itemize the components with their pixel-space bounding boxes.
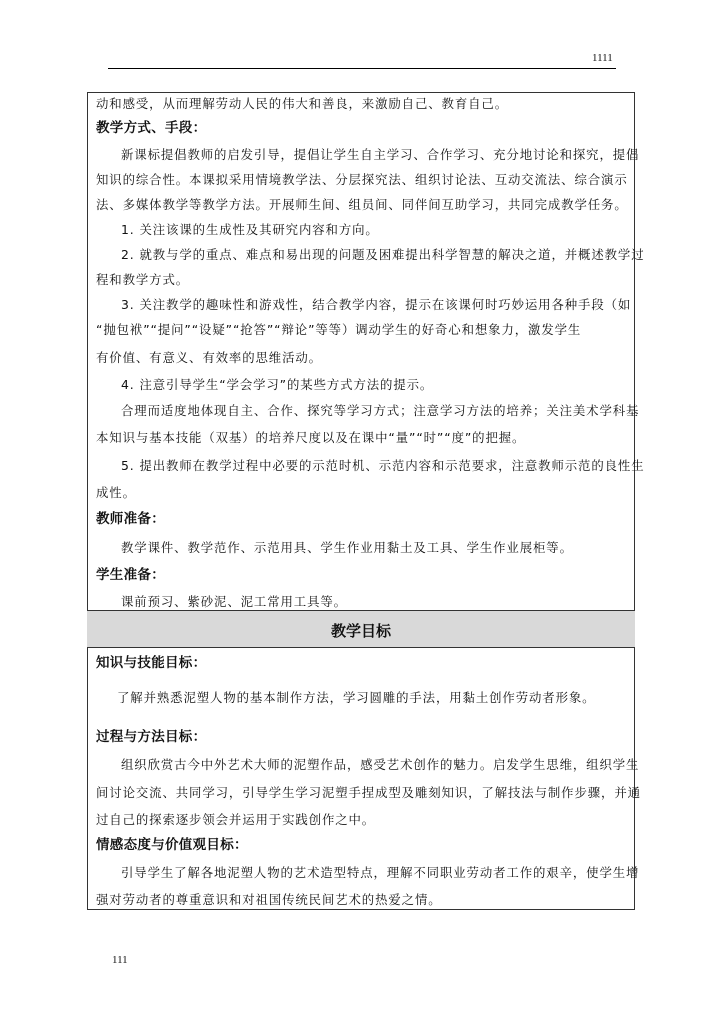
- teacher-prep-text: 教学课件、教学范作、示范用具、学生作业用黏土及工具、学生作业展柜等。: [121, 540, 573, 555]
- process-line: 组织欣赏古今中外艺术大师的泥塑作品，感受艺术创作的魅力。启发学生思维，组织学生: [121, 757, 640, 772]
- methods-line: 2. 就教与学的重点、难点和易出现的问题及困难提出科学智慧的解决之道，并概述教学过: [121, 247, 645, 262]
- emotion-heading: 情感态度与价值观目标：: [96, 837, 248, 853]
- process-heading: 过程与方法目标：: [96, 729, 207, 745]
- process-line: 过自己的探索逐步领会并运用于实践创作之中。: [96, 812, 376, 827]
- knowledge-text: 了解并熟悉泥塑人物的基本制作方法，学习圆雕的手法，用黏土创作劳动者形象。: [117, 690, 596, 705]
- methods-heading: 教学方式、手段：: [96, 120, 207, 136]
- header-page-number: 1111: [592, 52, 613, 64]
- header-rule: [108, 68, 616, 69]
- footer-page-number: 111: [112, 954, 128, 966]
- goals-title: 教学目标: [330, 622, 391, 640]
- methods-line: 本知识与基本技能（双基）的培养尺度以及在课中“量”“时”“度”的把握。: [96, 430, 526, 445]
- methods-line: “抛包袱”“提问”“设疑”“抢答”“辩论”等等）调动学生的好奇心和想象力，激发学生: [96, 322, 582, 337]
- student-prep-text: 课前预习、紫砂泥、泥工常用工具等。: [121, 594, 347, 609]
- process-line: 间讨论交流、共同学习，引导学生学习泥塑手捏成型及雕刻知识，了解技法与制作步骤，并通: [96, 785, 641, 800]
- knowledge-heading: 知识与技能目标：: [96, 655, 207, 671]
- student-prep-heading: 学生准备：: [96, 567, 165, 583]
- teacher-prep-heading: 教师准备：: [96, 511, 165, 527]
- methods-line: 5. 提出教师在教学过程中必要的示范时机、示范内容和示范要求，注意教师示范的良性生: [121, 458, 645, 473]
- methods-line: 有价值、有意义、有效率的思维活动。: [96, 350, 322, 365]
- methods-line: 新课标提倡教师的启发引导，提倡让学生自主学习、合作学习、充分地讨论和探究，提倡: [121, 147, 640, 162]
- methods-line: 4. 注意引导学生“学会学习”的某些方式方法的提示。: [121, 377, 434, 392]
- methods-line: 合理而适度地体现自主、合作、探究等学习方式；注意学习方法的培养；关注美术学科基: [121, 403, 640, 418]
- goals-title-band: [87, 610, 635, 648]
- emotion-line: 引导学生了解各地泥塑人物的艺术造型特点，理解不同职业劳动者工作的艰辛，使学生增: [121, 865, 640, 880]
- methods-line: 3. 关注教学的趣味性和游戏性，结合教学内容，提示在该课何时巧妙运用各种手段（如: [121, 297, 632, 312]
- methods-line: 法、多媒体教学等教学方法。开展师生间、组员间、同伴间互助学习，共同完成教学任务。: [96, 197, 628, 212]
- methods-line: 知识的综合性。本课拟采用情境教学法、分层探究法、组织讨论法、互动交流法、综合演示: [96, 172, 628, 187]
- methods-line: 程和教学方式。: [96, 272, 190, 287]
- intro-line: 动和感受，从而理解劳动人民的伟大和善良，来激励自己、教育自己。: [96, 96, 509, 111]
- methods-line: 成性。: [96, 485, 136, 500]
- emotion-line: 强对劳动者的尊重意识和对祖国传统民间艺术的热爱之情。: [96, 892, 442, 907]
- methods-line: 1. 关注该课的生成性及其研究内容和方向。: [121, 222, 379, 237]
